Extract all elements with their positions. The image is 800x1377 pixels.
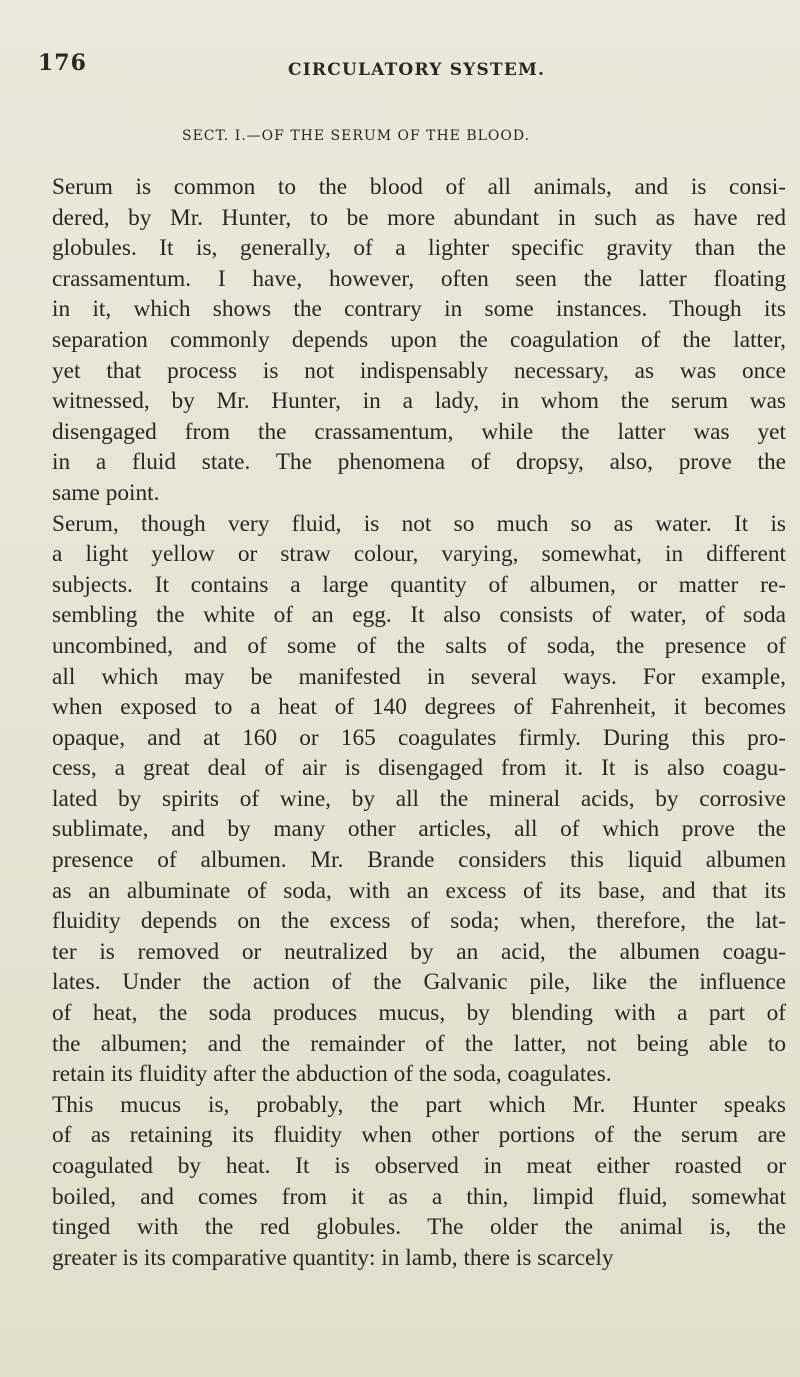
text-line: in a fluid state. The phenomena of dropsy, also, prove the	[52, 449, 786, 476]
text-line: a light yellow or straw colour, varying, somewhat, in different	[52, 541, 786, 568]
text-line: greater is its comparative quantity: in lamb, there is scarcely	[52, 1244, 614, 1271]
text-line: coagulated by heat. It is observed in meat either roasted or	[52, 1153, 786, 1179]
text-line: Serum, though very fluid, is not so much so as water. It is	[52, 510, 786, 537]
text-line: ter is removed or neutralized by an acid, the albumen coagu-	[52, 938, 786, 965]
text-line: as an albuminate of soda, with an excess of its base, and that its	[52, 877, 786, 904]
text-line: of heat, the soda produces mucus, by blending with a part of	[52, 1000, 786, 1027]
text-line: witnessed, by Mr. Hunter, in a lady, in whom the serum was	[52, 388, 786, 415]
text-line: in it, which shows the contrary in some instances. Though its	[52, 296, 786, 323]
text-line: of as retaining its fluidity when other portions of the serum are	[52, 1122, 786, 1149]
text-line: yet that process is not indispensably necessary, as was once	[52, 357, 786, 384]
text-line: Serum is common to the blood of all animals, and is consi-	[52, 174, 786, 200]
text-line: fluidity depends on the excess of soda; when, therefore, the lat-	[52, 908, 786, 935]
running-head: CIRCULATORY SYSTEM.	[288, 60, 546, 80]
text-line: crassamentum. I have, however, often seen the latter floating	[52, 265, 786, 292]
text-line: retain its fluidity after the abduction of the soda, coagulates.	[52, 1061, 612, 1088]
text-line: all which may be manifested in several ways. For example,	[52, 663, 786, 690]
text-line: globules. It is, generally, of a lighter specific gravity than the	[52, 235, 786, 262]
text-line: cess, a great deal of air is disengaged from it. It is also coagu-	[52, 755, 786, 782]
text-line: subjects. It contains a large quantity of albumen, or matter re-	[52, 571, 786, 598]
text-line: the albumen; and the remainder of the latter, not being able to	[52, 1030, 786, 1057]
body-text	[52, 172, 786, 1273]
text-line: opaque, and at 160 or 165 coagulates firmly. During this pro-	[52, 724, 786, 751]
section-heading: SECT. I.—OF THE SERUM OF THE BLOOD.	[182, 128, 531, 144]
text-line: This mucus is, probably, the part which Mr. Hunter speaks	[52, 1091, 786, 1118]
text-line: presence of albumen. Mr. Brande considers this liquid albumen	[52, 847, 786, 874]
text-line: separation commonly depends upon the coagulation of the latter,	[52, 326, 786, 353]
page-number: 176	[38, 50, 87, 76]
text-line: uncombined, and of some of the salts of soda, the presence of	[52, 632, 786, 659]
text-line: tinged with the red globules. The older the animal is, the	[52, 1214, 786, 1241]
text-line: boiled, and comes from it as a thin, limpid fluid, somewhat	[52, 1183, 786, 1210]
text-line: sembling the white of an egg. It also consists of water, of soda	[52, 602, 786, 629]
text-line: sublimate, and by many other articles, all of which prove the	[52, 816, 786, 843]
text-line: lated by spirits of wine, by all the mineral acids, by corrosive	[52, 785, 786, 812]
text-line: disengaged from the crassamentum, while the latter was yet	[52, 418, 786, 445]
text-line: dered, by Mr. Hunter, to be more abundant in such as have red	[52, 204, 786, 231]
text-line: lates. Under the action of the Galvanic pile, like the influence	[52, 969, 786, 996]
text-line: when exposed to a heat of 140 degrees of Fahrenheit, it becomes	[52, 694, 786, 721]
text-line: same point.	[52, 479, 160, 506]
